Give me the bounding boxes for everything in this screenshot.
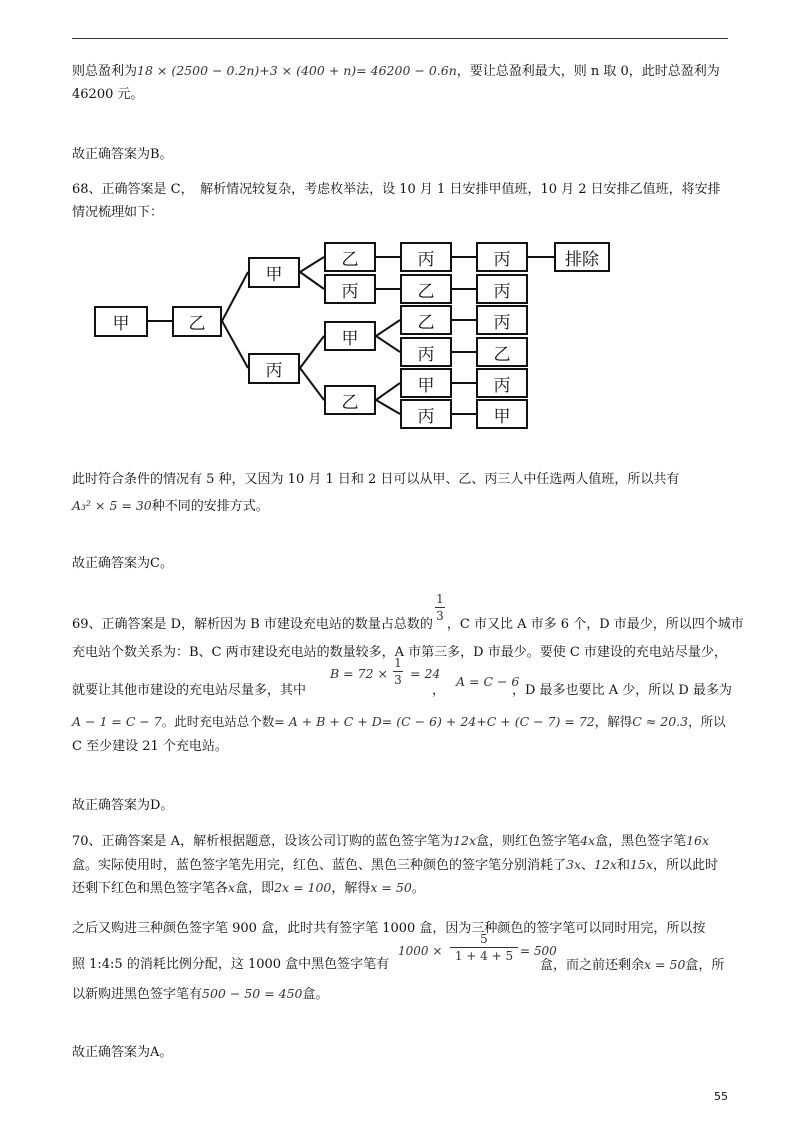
tree-node: 丙 bbox=[400, 337, 452, 367]
text-line: A₃² × 5 = 30种不同的安排方式。 bbox=[72, 498, 269, 514]
tree-node: 甲 bbox=[476, 399, 528, 429]
text-line: ， bbox=[432, 683, 446, 698]
text-line: 盒，而之前还剩余x = 50盒，所 bbox=[540, 957, 725, 973]
formula-b-result: = 24 bbox=[410, 666, 441, 681]
tree-node-root: 甲 bbox=[94, 306, 148, 337]
answer-line: 故正确答案为B。 bbox=[72, 147, 173, 162]
fraction-one-third: 1 3 bbox=[436, 592, 444, 623]
formula-black-pens: 1000 × bbox=[398, 944, 443, 958]
tree-node: 丙 bbox=[476, 305, 528, 335]
text-line: C 至少建设 21 个充电站。 bbox=[72, 739, 228, 754]
fraction-five-tenths: 5 1 + 4 + 5 bbox=[450, 932, 518, 963]
formula-a: A = C − 6 bbox=[456, 674, 520, 689]
text-line: 还剩下红色和黑色签字笔各x盒，即2x = 100，解得x = 50。 bbox=[72, 880, 425, 896]
answer-line: 故正确答案为D。 bbox=[72, 798, 174, 813]
text-line: 就要让其他市建设的充电站尽量多，其中 bbox=[72, 683, 307, 698]
tree-node: 甲 bbox=[248, 257, 300, 288]
tree-node: 乙 bbox=[172, 306, 222, 337]
text-line: 充电站个数关系为：B、C 两市建设充电站的数量较多，A 市第三多，D 市最少。要使 C 市建设的充电站尽量少， bbox=[72, 645, 727, 660]
text-line: 46200 元。 bbox=[72, 87, 144, 102]
tree-node: 丙 bbox=[476, 368, 528, 398]
tree-node: 丙 bbox=[400, 242, 452, 272]
page-number: 55 bbox=[714, 1090, 728, 1103]
tree-node: 乙 bbox=[324, 242, 376, 272]
tree-node: 丙 bbox=[476, 274, 528, 304]
text-line: A − 1 = C − 7。此时充电站总个数= A + B + C + D= (C − 6) + 24+C + (C − 7) = 72，解得C ≈ 20.3，所以 bbox=[72, 714, 726, 729]
tree-node: 乙 bbox=[476, 337, 528, 367]
tree-node: 甲 bbox=[324, 321, 376, 351]
text-line: 此时符合条件的情况有 5 种，又因为 10 月 1 日和 2 日可以从甲、乙、丙三人中任选两人值班，所以共有 bbox=[72, 472, 680, 487]
formula-black-pens-result: = 500 bbox=[520, 944, 557, 958]
tree-node: 丙 bbox=[248, 353, 300, 384]
text-line: 以新购进黑色签字笔有500 − 50 = 450盒。 bbox=[72, 986, 329, 1002]
tree-node: 甲 bbox=[400, 368, 452, 398]
tree-node: 乙 bbox=[400, 305, 452, 335]
tree-node-excluded: 排除 bbox=[554, 242, 610, 272]
text-line: ，D 最多也要比 A 少，所以 D 最多为 bbox=[512, 683, 732, 698]
text-line: 盒。实际使用时，蓝色签字笔先用完，红色、蓝色、黑色三种颜色的签字笔分别消耗了3x、12x和15x，所以此时 bbox=[72, 857, 719, 873]
tree-node: 乙 bbox=[400, 274, 452, 304]
tree-node: 丙 bbox=[324, 274, 376, 304]
fraction-one-third: 1 3 bbox=[394, 656, 402, 687]
tree-node: 丙 bbox=[476, 242, 528, 272]
tree-node: 丙 bbox=[400, 399, 452, 429]
text-line: 则总盈利为18 × (2500 − 0.2n)+3 × (400 + n)= 46200 − 0.6n，要让总盈利最大，则 n 取 0，此时总盈利为 bbox=[72, 63, 720, 79]
answer-line: 故正确答案为C。 bbox=[72, 556, 173, 571]
answer-line: 故正确答案为A。 bbox=[72, 1045, 173, 1060]
text-line: 之后又购进三种颜色签字笔 900 盒，此时共有签字笔 1000 盒，因为三种颜色的签字笔可以同时用完，所以按 bbox=[72, 921, 706, 936]
formula-b: B = 72 × bbox=[330, 666, 388, 681]
tree-node: 乙 bbox=[324, 385, 376, 415]
text-line: 照 1:4:5 的消耗比例分配，这 1000 盒中黑色签字笔有 bbox=[72, 957, 390, 972]
text-line: 69、正确答案是 D，解析因为 B 市建设充电站的数量占总数的 ，C 市又比 A 市多 6 个，D 市最少，所以四个城市 bbox=[72, 617, 744, 632]
text-line: 70、正确答案是 A，解析根据题意，设该公司订购的蓝色签字笔为12x盒，则红色签字笔4x盒，黑色签字笔16x bbox=[72, 833, 710, 849]
text-line: 68、正确答案是 C， 解析情况较复杂，考虑枚举法，设 10 月 1 日安排甲值班，10 月 2 日安排乙值班，将安排 bbox=[72, 182, 721, 197]
text-line: 情况梳理如下： bbox=[72, 205, 164, 220]
